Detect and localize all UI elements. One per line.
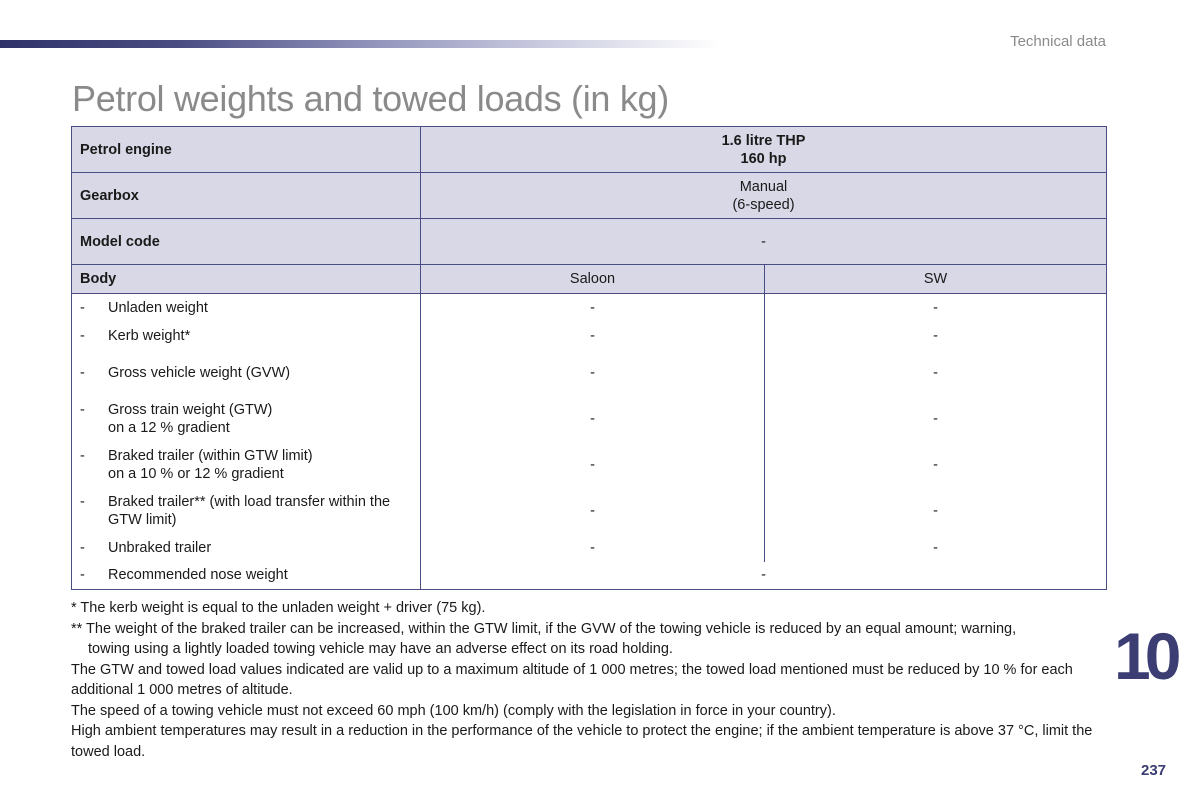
table-row: - Kerb weight* - - — [72, 322, 1107, 350]
saloon-value: - — [421, 442, 765, 488]
page-number: 237 — [1141, 762, 1167, 779]
body-col-sw: SW — [765, 265, 1107, 294]
note-speed: The speed of a towing vehicle must not exceed 60 mph (100 km/h) (comply with the legislation in force in your country). — [71, 702, 836, 719]
engine-value-line2: 160 hp — [740, 150, 787, 167]
engine-row — [72, 127, 1107, 173]
gearbox-value-line2: (6-speed) — [732, 196, 795, 213]
row-label: Unbraked trailer — [108, 539, 212, 556]
sw-value: - — [765, 442, 1107, 488]
saloon-value: - — [421, 396, 765, 442]
row-label-cont: GTW limit) — [108, 511, 177, 528]
sw-value: - — [765, 396, 1107, 442]
gearbox-value-line1: Manual — [739, 178, 788, 195]
saloon-value: - — [421, 534, 765, 562]
row-label: Recommended nose weight — [108, 567, 288, 584]
row-label: Kerb weight* — [108, 327, 191, 344]
gearbox-label: Gearbox — [72, 173, 421, 219]
section-header: Technical data — [1010, 33, 1106, 50]
row-label: Unladen weight — [108, 299, 208, 316]
nose-weight-value: - — [421, 562, 1107, 590]
gearbox-row — [72, 173, 1107, 219]
row-label: Gross vehicle weight (GVW) — [108, 364, 291, 381]
sw-value: - — [765, 488, 1107, 534]
table-row: - Unladen weight - - — [72, 294, 1107, 322]
header-gradient-bar — [0, 40, 720, 48]
footnote-kerb: * The kerb weight is equal to the unladen weight + driver (75 kg). — [71, 600, 486, 616]
table-row: - Gross vehicle weight (GVW) - - — [72, 350, 1107, 396]
row-label-cont: on a 10 % or 12 % gradient — [108, 465, 284, 482]
table-row: - Braked trailer** (with load transfer within the GTW limit) - - — [72, 488, 1107, 534]
chapter-number: 10 — [1114, 619, 1176, 693]
sw-value: - — [765, 294, 1107, 322]
footnotes — [71, 598, 1111, 762]
body-label: Body — [72, 265, 421, 294]
table-row: - Gross train weight (GTW) on a 12 % gradient - - — [72, 396, 1107, 442]
sw-value: - — [765, 534, 1107, 562]
row-label-cont: on a 12 % gradient — [108, 419, 230, 436]
engine-value-line1: 1.6 litre THP — [721, 132, 806, 149]
row-label: Braked trailer** (with load transfer within the — [108, 493, 391, 510]
note-altitude: The GTW and towed load values indicated are valid up to a maximum altitude of 1 000 metres; the towed load mentioned must be reduced by 10 % for each additional 1 000 metres of altitude. — [71, 661, 1073, 698]
row-label: Braked trailer (within GTW limit) — [108, 447, 313, 464]
gearbox-value — [421, 173, 1107, 219]
weights-table — [71, 126, 1107, 590]
saloon-value: - — [421, 350, 765, 396]
saloon-value: - — [421, 294, 765, 322]
note-temperature: High ambient temperatures may result in a reduction in the performance of the vehicle to protect the engine; if the ambient temperature is above 37 °C, limit the towed load. — [71, 723, 1093, 760]
table-row: - Braked trailer (within GTW limit) on a 10 % or 12 % gradient - - — [72, 442, 1107, 488]
nose-weight-row: - Recommended nose weight - — [72, 562, 1107, 590]
sw-value: - — [765, 322, 1107, 350]
engine-label: Petrol engine — [72, 127, 421, 173]
table-row: - Unbraked trailer - - — [72, 534, 1107, 562]
page-title: Petrol weights and towed loads (in kg) — [72, 78, 669, 119]
saloon-value: - — [421, 488, 765, 534]
model-code-label: Model code — [72, 219, 421, 265]
engine-value — [421, 127, 1107, 173]
row-label: Gross train weight (GTW) — [108, 401, 273, 418]
footnote-braked-trailer: ** The weight of the braked trailer can be increased, within the GTW limit, if the GVW of the towing vehicle is reduced by an equal amount; warning, — [71, 620, 1017, 637]
body-col-saloon: Saloon — [421, 265, 765, 294]
model-code-value: - — [421, 219, 1107, 265]
model-code-row — [72, 219, 1107, 265]
footnote-braked-trailer-cont: towing using a lightly loaded towing vehicle may have an adverse effect on its road holding. — [88, 641, 673, 657]
body-row — [72, 265, 1107, 294]
saloon-value: - — [421, 322, 765, 350]
sw-value: - — [765, 350, 1107, 396]
